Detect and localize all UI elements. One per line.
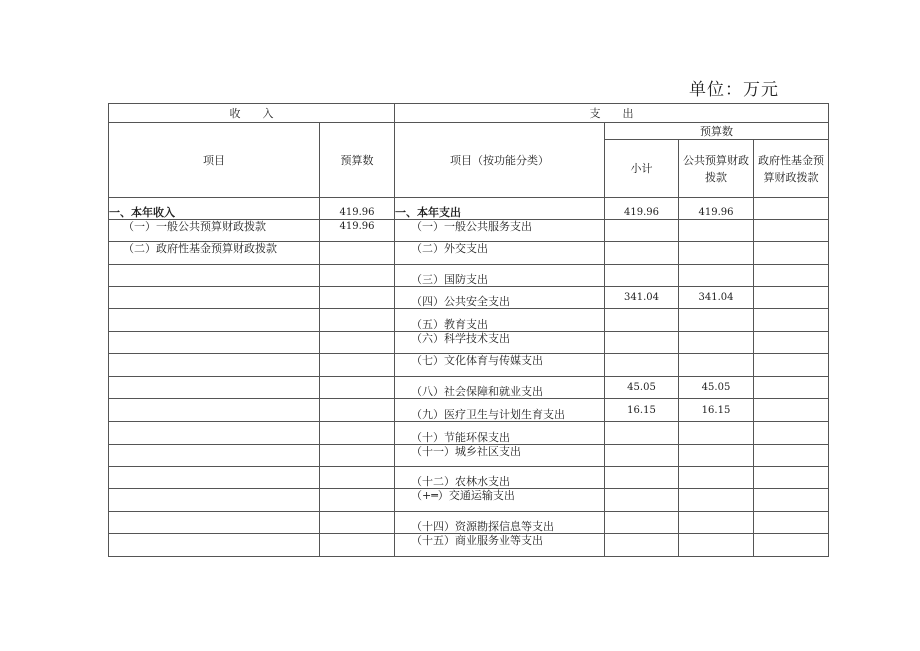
income-budget-cell: [320, 332, 395, 354]
header-row-2: [109, 123, 829, 140]
expense-public-cell: [679, 309, 754, 332]
expense-fund-cell: [754, 265, 829, 287]
income-item-cell: [109, 354, 320, 377]
expense-public-cell: 45.05: [679, 377, 754, 399]
expense-subtotal-cell: 341.04: [605, 287, 679, 309]
income-budget-cell: [320, 265, 395, 287]
table-row: [109, 309, 829, 332]
expense-subtotal-cell: [605, 242, 679, 265]
expense-public-cell: [679, 422, 754, 445]
income-budget-cell: [320, 377, 395, 399]
expense-public-cell: [679, 242, 754, 265]
expense-subtotal-cell: [605, 332, 679, 354]
expense-item-cell: （九）医疗卫生与计划生育支出: [395, 399, 605, 422]
income-item-cell: [109, 287, 320, 309]
budget-table: [108, 103, 829, 557]
expense-subtotal-cell: [605, 489, 679, 512]
income-item-cell: [109, 512, 320, 534]
expense-subtotal-cell: [605, 534, 679, 557]
income-item-cell: [109, 309, 320, 332]
income-item-cell: [109, 422, 320, 445]
expense-item-cell: （八）社会保障和就业支出: [395, 377, 605, 399]
expense-item-cell: （七）文化体育与传媒支出: [395, 354, 605, 377]
expense-public-cell: [679, 354, 754, 377]
income-budget-cell: [320, 422, 395, 445]
expense-item-cell: （十一）城乡社区支出: [395, 445, 605, 467]
expense-item-cell: （五）教育支出: [395, 309, 605, 332]
income-budget-cell: [320, 534, 395, 557]
expense-public-cell: [679, 445, 754, 467]
expense-item-cell: （一）一般公共服务支出: [395, 220, 605, 242]
table-row: [109, 242, 829, 265]
unit-label: 单位：万元: [689, 80, 779, 100]
expense-subtotal-cell: [605, 220, 679, 242]
table-row: [109, 354, 829, 377]
income-budget-cell: [320, 489, 395, 512]
expense-fund-cell: [754, 354, 829, 377]
income-budget-cell: [320, 309, 395, 332]
income-item-cell: [109, 467, 320, 489]
income-item-cell: [109, 332, 320, 354]
expense-header: 支 出: [395, 104, 829, 123]
expense-fund-cell: [754, 512, 829, 534]
header-row-1: [109, 104, 829, 123]
expense-fund-cell: [754, 534, 829, 557]
item-func-header: 项目（按功能分类）: [395, 123, 605, 198]
expense-fund-cell: [754, 399, 829, 422]
expense-subtotal-cell: [605, 354, 679, 377]
expense-public-cell: [679, 534, 754, 557]
expense-item-cell: （十二）农林水支出: [395, 467, 605, 489]
table-row: [109, 377, 829, 399]
income-item-cell: （二）政府性基金预算财政拨款: [109, 242, 320, 265]
budget-group-header: 预算数: [605, 123, 829, 140]
expense-item-cell: 一、本年支出: [395, 198, 605, 220]
expense-subtotal-cell: [605, 445, 679, 467]
expense-fund-cell: [754, 332, 829, 354]
expense-public-cell: [679, 489, 754, 512]
income-budget-cell: [320, 287, 395, 309]
income-item-cell: [109, 489, 320, 512]
expense-subtotal-cell: [605, 467, 679, 489]
income-budget-cell: 419.96: [320, 220, 395, 242]
table-row: [109, 220, 829, 242]
table-row: [109, 265, 829, 287]
income-budget-cell: [320, 399, 395, 422]
expense-subtotal-cell: [605, 265, 679, 287]
expense-subtotal-cell: [605, 309, 679, 332]
expense-item-cell: （六）科学技术支出: [395, 332, 605, 354]
expense-fund-cell: [754, 220, 829, 242]
income-budget-cell: [320, 467, 395, 489]
income-item-cell: [109, 399, 320, 422]
income-header: 收 入: [109, 104, 395, 123]
expense-public-cell: [679, 265, 754, 287]
income-item-cell: [109, 377, 320, 399]
expense-item-cell: （+═）交通运输支出: [395, 489, 605, 512]
expense-subtotal-cell: 419.96: [605, 198, 679, 220]
expense-item-cell: （十五）商业服务业等支出: [395, 534, 605, 557]
table-row: [109, 512, 829, 534]
expense-fund-cell: [754, 445, 829, 467]
expense-fund-cell: [754, 309, 829, 332]
expense-fund-cell: [754, 467, 829, 489]
expense-item-cell: （二）外交支出: [395, 242, 605, 265]
income-budget-cell: 419.96: [320, 198, 395, 220]
table-row: [109, 332, 829, 354]
budget-header: 预算数: [320, 123, 395, 198]
expense-item-cell: （三）国防支出: [395, 265, 605, 287]
income-item-cell: [109, 534, 320, 557]
public-budget-header: 公共预算财政拨款: [679, 140, 754, 198]
expense-item-cell: （四）公共安全支出: [395, 287, 605, 309]
expense-public-cell: [679, 512, 754, 534]
table-row: [109, 534, 829, 557]
expense-subtotal-cell: 45.05: [605, 377, 679, 399]
expense-fund-cell: [754, 422, 829, 445]
table-row: [109, 422, 829, 445]
income-budget-cell: [320, 445, 395, 467]
expense-fund-cell: [754, 489, 829, 512]
expense-item-cell: （十四）资源勘探信息等支出: [395, 512, 605, 534]
expense-public-cell: [679, 332, 754, 354]
expense-public-cell: 341.04: [679, 287, 754, 309]
item-header: 项目: [109, 123, 320, 198]
expense-fund-cell: [754, 377, 829, 399]
table-row: [109, 198, 829, 220]
income-budget-cell: [320, 242, 395, 265]
income-item-cell: [109, 265, 320, 287]
table-row: [109, 445, 829, 467]
income-item-cell: [109, 445, 320, 467]
expense-subtotal-cell: 16.15: [605, 399, 679, 422]
gov-fund-header: 政府性基金预算财政拨款: [754, 140, 829, 198]
expense-public-cell: 419.96: [679, 198, 754, 220]
subtotal-header: 小计: [605, 140, 679, 198]
table-row: [109, 467, 829, 489]
income-budget-cell: [320, 512, 395, 534]
expense-subtotal-cell: [605, 422, 679, 445]
income-item-cell: 一、本年收入: [109, 198, 320, 220]
expense-item-cell: （十）节能环保支出: [395, 422, 605, 445]
income-item-cell: （一）一般公共预算财政拨款: [109, 220, 320, 242]
expense-subtotal-cell: [605, 512, 679, 534]
income-budget-cell: [320, 354, 395, 377]
expense-public-cell: [679, 220, 754, 242]
expense-public-cell: [679, 467, 754, 489]
expense-fund-cell: [754, 242, 829, 265]
expense-fund-cell: [754, 198, 829, 220]
expense-fund-cell: [754, 287, 829, 309]
expense-public-cell: 16.15: [679, 399, 754, 422]
table-row: [109, 489, 829, 512]
table-row: [109, 287, 829, 309]
table-row: [109, 399, 829, 422]
